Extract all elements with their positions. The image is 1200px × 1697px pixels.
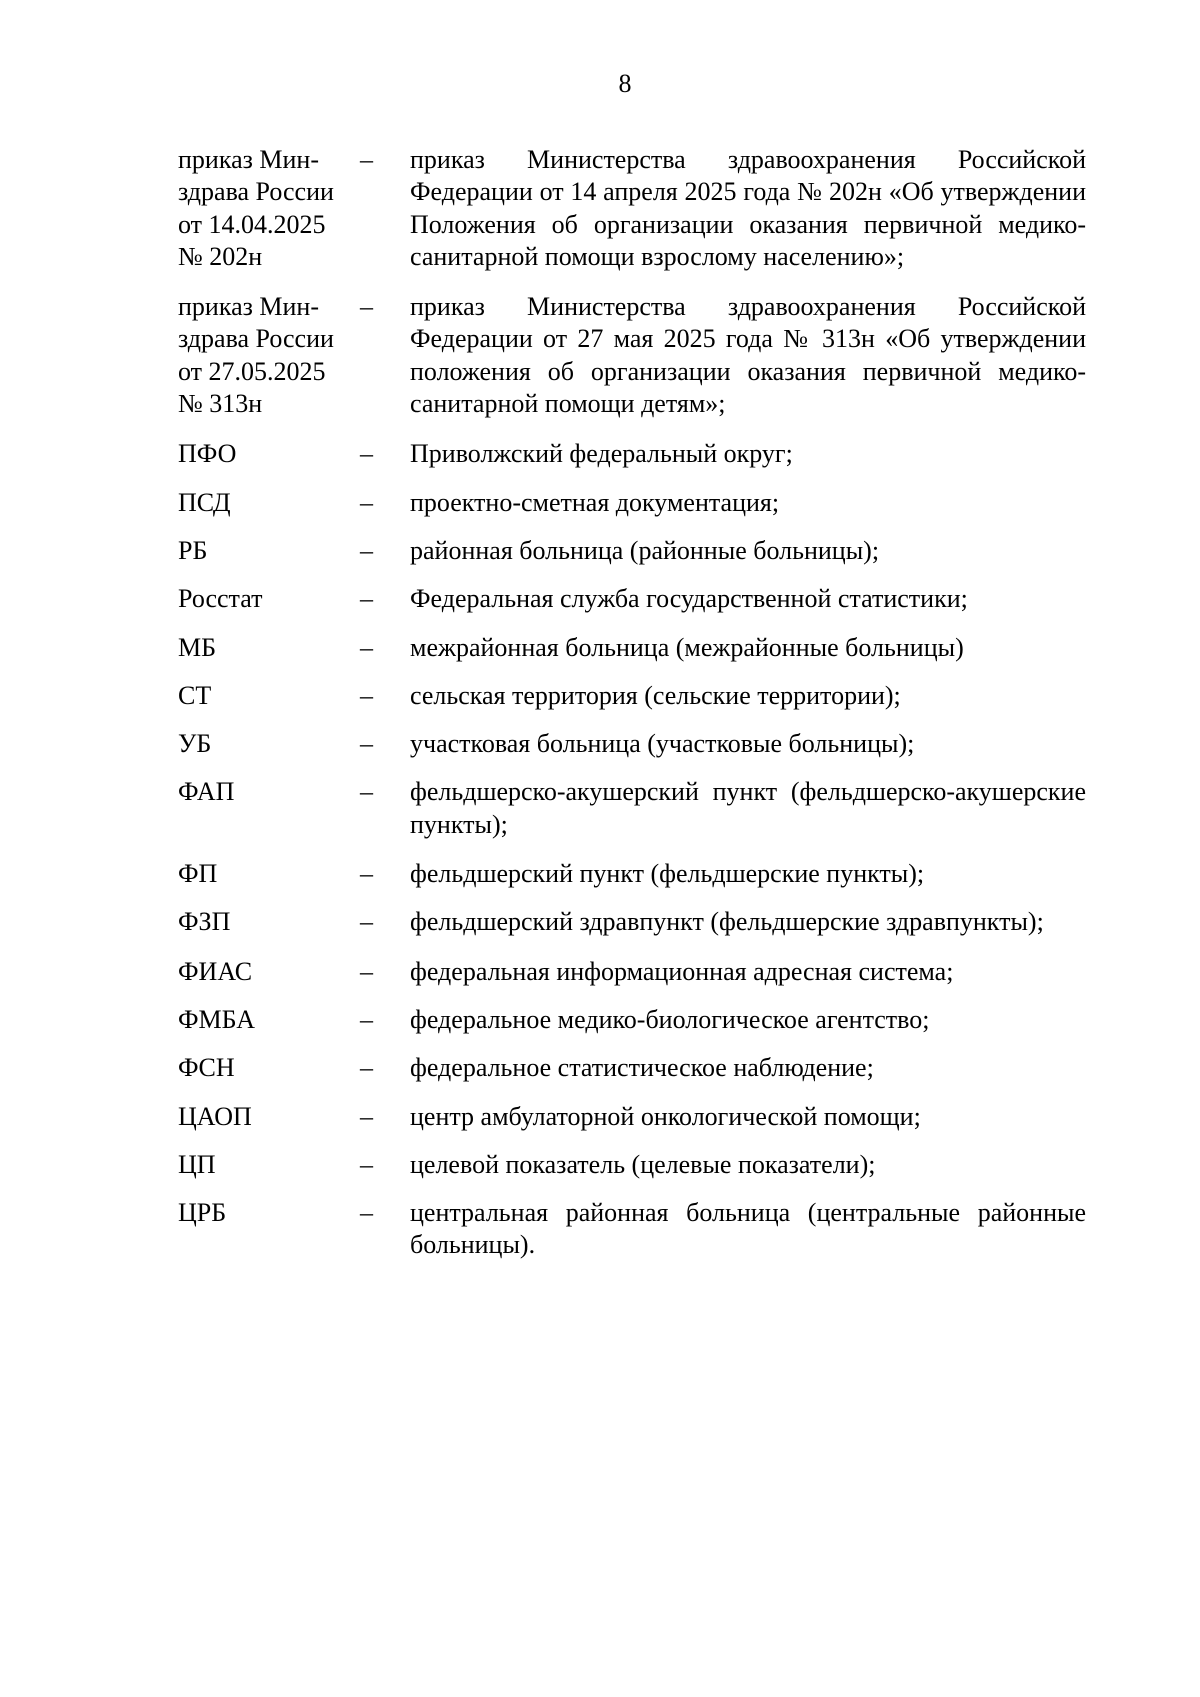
abbreviation-entry: [178, 144, 1086, 273]
separator-dash: –: [360, 859, 373, 889]
abbreviation-entry: [178, 535, 1086, 567]
abbreviation-definition: Федеральная служба государственной статистики;: [410, 584, 968, 614]
abbreviation-entry: [178, 1149, 1086, 1181]
separator-dash: –: [360, 1004, 373, 1034]
separator-dash: –: [360, 729, 373, 759]
abbreviation-definition: федеральное статистическое наблюдение;: [410, 1053, 874, 1083]
abbreviation-term: ПФО: [178, 439, 237, 469]
separator-dash: –: [360, 292, 373, 322]
abbreviation-entry: [178, 632, 1086, 664]
abbreviation-term: МБ: [178, 632, 217, 662]
abbreviation-definition: центральная районная больница (центральные районные больницы).: [410, 1198, 1086, 1260]
separator-dash: –: [360, 1053, 373, 1083]
abbreviation-definition: фельдшерско-акушерский пункт (фельдшерско-акушерские пункты);: [410, 777, 1086, 839]
separator-dash: –: [360, 777, 373, 807]
abbreviation-definition: фельдшерский здравпункт (фельдшерские здравпункты);: [410, 907, 1044, 937]
abbreviation-entry: [178, 1004, 1086, 1036]
abbreviation-definition: целевой показатель (целевые показатели);: [410, 1149, 876, 1179]
page-number-container: [0, 68, 1200, 100]
abbreviation-entry: [178, 858, 1086, 890]
separator-dash: –: [360, 584, 373, 614]
abbreviation-definition: сельская территория (сельские территории);: [410, 680, 901, 710]
abbreviation-entry: [178, 438, 1086, 470]
separator-dash: –: [360, 487, 373, 517]
separator-dash: –: [360, 680, 373, 710]
abbreviation-entry: [178, 680, 1086, 712]
abbreviation-term: УБ: [178, 729, 212, 759]
abbreviation-entry: [178, 487, 1086, 519]
abbreviation-entry: [178, 1101, 1086, 1133]
separator-dash: –: [360, 439, 373, 469]
abbreviation-definition: приказ Министерства здравоохранения Российской Федерации от 27 мая 2025 года № 313н «Об утверждении положения об организации оказания первичной медико-санитарной помощи детям»;: [410, 292, 1086, 419]
abbreviation-definition: участковая больница (участковые больницы);: [410, 729, 915, 759]
abbreviation-term: приказ Мин- здрава России от 27.05.2025 № 313н: [178, 292, 334, 419]
abbreviation-term: ФЗП: [178, 907, 231, 937]
abbreviation-term: СТ: [178, 680, 212, 710]
separator-dash: –: [360, 535, 373, 565]
abbreviation-term: ПСД: [178, 487, 231, 517]
abbreviation-term: ФИАС: [178, 956, 253, 986]
abbreviation-definition: центр амбулаторной онкологической помощи;: [410, 1101, 921, 1131]
abbreviations-list: [178, 144, 1086, 1262]
separator-dash: –: [360, 632, 373, 662]
abbreviation-definition: районная больница (районные больницы);: [410, 535, 880, 565]
abbreviation-term: ФП: [178, 859, 218, 889]
abbreviation-term: ФСН: [178, 1053, 235, 1083]
abbreviation-term: ЦАОП: [178, 1101, 252, 1131]
abbreviation-term: ФАП: [178, 777, 235, 807]
abbreviation-term: ЦРБ: [178, 1198, 227, 1228]
abbreviation-definition: приказ Министерства здравоохранения Российской Федерации от 14 апреля 2025 года № 202н «Об утверждении Положения об организации оказания первичной медико-санитарной помощи взрослому населению»;: [410, 145, 1086, 271]
abbreviation-entry: [178, 776, 1086, 841]
abbreviation-term: ФМБА: [178, 1004, 256, 1034]
abbreviation-definition: Приволжский федеральный округ;: [410, 439, 793, 469]
abbreviation-entry: [178, 291, 1086, 420]
abbreviation-entry: [178, 583, 1086, 615]
abbreviation-definition: межрайонная больница (межрайонные больницы): [410, 632, 964, 662]
abbreviation-definition: фельдшерский пункт (фельдшерские пункты);: [410, 859, 925, 889]
page-number: 8: [618, 69, 632, 98]
separator-dash: –: [360, 1149, 373, 1179]
abbreviation-term: ЦП: [178, 1149, 216, 1179]
abbreviation-entry: [178, 1197, 1086, 1262]
abbreviation-term: приказ Мин- здрава России от 14.04.2025 № 202н: [178, 145, 334, 271]
abbreviation-term: Росстат: [178, 584, 263, 614]
abbreviation-definition: проектно-сметная документация;: [410, 487, 780, 517]
separator-dash: –: [360, 1198, 373, 1228]
abbreviation-entry: [178, 728, 1086, 760]
abbreviation-definition: федеральная информационная адресная система;: [410, 956, 954, 986]
abbreviation-entry: [178, 1052, 1086, 1084]
abbreviation-entry: [178, 956, 1086, 988]
separator-dash: –: [360, 1101, 373, 1131]
separator-dash: –: [360, 907, 373, 937]
abbreviation-term: РБ: [178, 535, 208, 565]
separator-dash: –: [360, 145, 373, 174]
separator-dash: –: [360, 956, 373, 986]
abbreviation-entry: [178, 906, 1086, 938]
abbreviation-definition: федеральное медико-биологическое агентство;: [410, 1004, 930, 1034]
